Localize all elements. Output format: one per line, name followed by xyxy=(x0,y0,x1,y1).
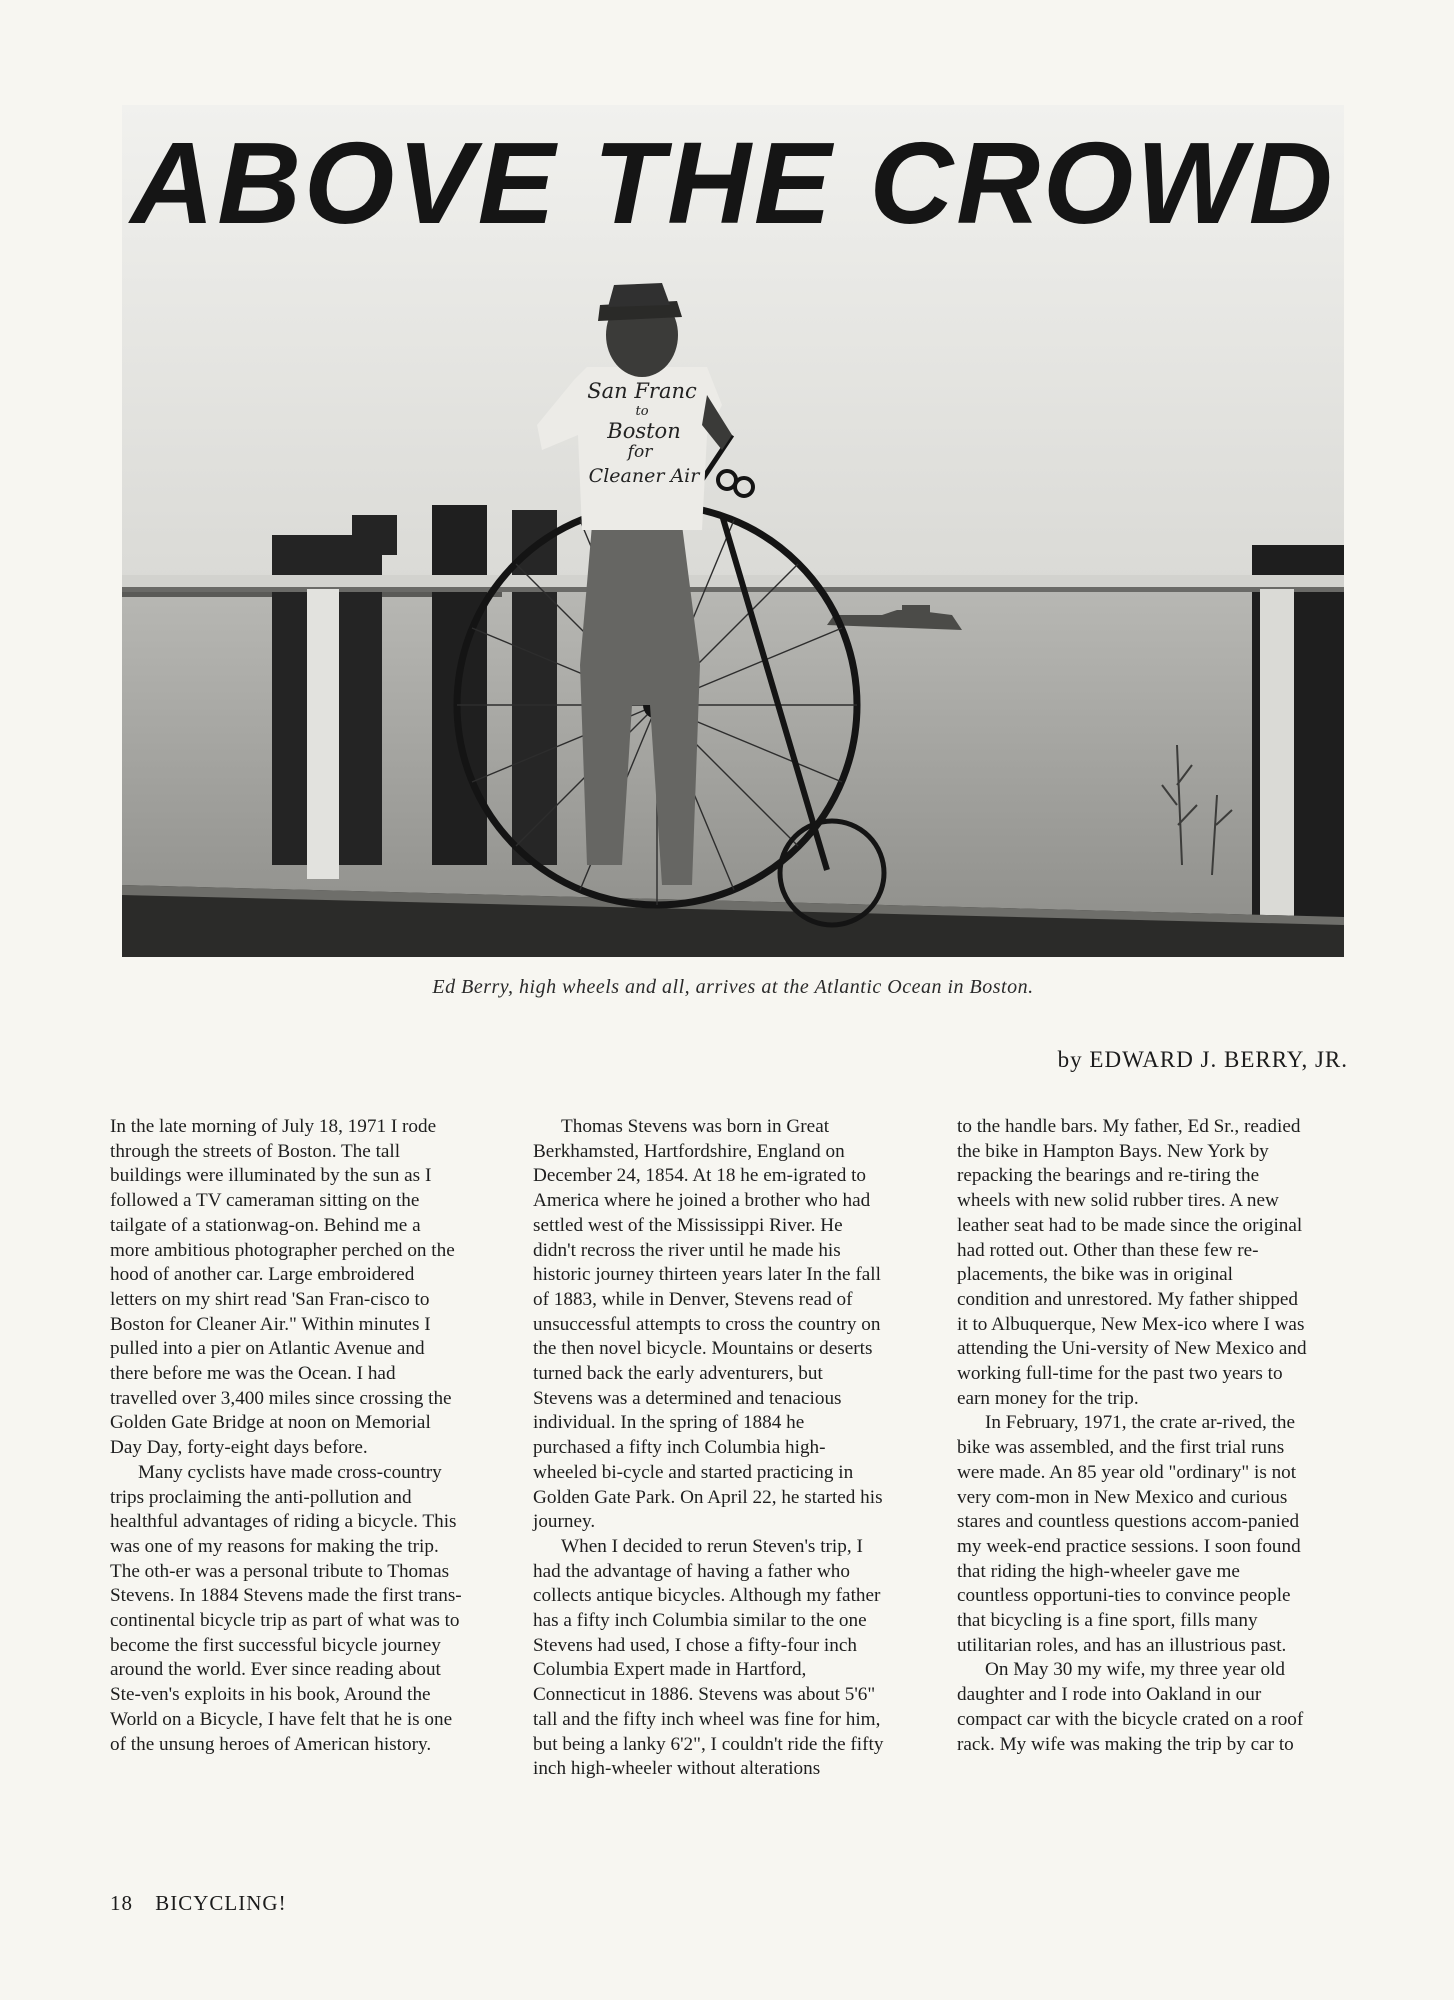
shirt-line-3: Boston xyxy=(607,419,681,443)
paragraph: When I decided to rerun Steven's trip, I had the advantage of having a father who collects antique bicycles. Although my father has a fifty inch Columbia similar to the one Stevens had used, I chose a fifty-four inch Columbia Expert made in Hartford, Connecticut in 1886. Stevens was about 5'6" tall and the fifty inch wheel was fine for him, but being a lanky 6'2", I couldn't ride the fifty inch high-wheeler without alterations xyxy=(533,1535,884,1780)
headline: ABOVE THE CROWD xyxy=(130,118,1336,248)
photo-caption: Ed Berry, high wheels and all, arrives at the Atlantic Ocean in Boston. xyxy=(432,976,1034,998)
page-number: 18 xyxy=(110,1891,133,1915)
column-2 xyxy=(533,1115,885,1782)
paragraph: On May 30 my wife, my three year old daughter and I rode into Oakland in our compact car with the bicycle crated on a roof rack. My wife was making the trip by car to xyxy=(957,1659,1304,1755)
shirt-line-5: Cleaner Air xyxy=(588,465,700,487)
byline: by EDWARD J. BERRY, JR. xyxy=(1057,1047,1348,1072)
paragraph: to the handle bars. My father, Ed Sr., readied the bike in Hampton Bays. New York by repacking the bearings and re-tiring the wheels with new solid rubber tires. A new leather seat had to be made since the original had rotted out. Other than these few re-placements, the bike was in original condition and unrestored. My father shipped it to Albuquerque, New Mex-ico where I was attending the Uni-versity of New Mexico and working full-time for the past two years to earn money for the trip. xyxy=(957,1116,1307,1409)
shirt-line-1: San Franc xyxy=(587,379,697,403)
paragraph: In February, 1971, the crate ar-rived, the bike was assembled, and the first trial runs were made. An 85 year old "ordinary" is not very com-mon in New Mexico and curious stares and countless questions accom-panied my week-end practice sessions. I soon found that riding the high-wheeler gave me countless opportuni-ties to convince people that bicycling is a fine sport, fills many utilitarian roles, and has an illustrious past. xyxy=(957,1412,1301,1656)
paragraph: In the late morning of July 18, 1971 I rode through the streets of Boston. The tall buildings were illuminated by the sun as I followed a TV cameraman sitting on the tailgate of a stationwag-on. Behind me a more ambitious photographer perched on the hood of another car. Large embroidered letters on my shirt read 'San Fran-cisco to Boston for Cleaner Air." Within minutes I pulled into a pier on Atlantic Avenue and there before me was the Ocean. I had travelled over 3,400 miles since crossing the Golden Gate Bridge at noon on Memorial Day Day, forty-eight days before. xyxy=(110,1116,455,1459)
paragraph: Thomas Stevens was born in Great Berkhamsted, Hartfordshire, England on December 24, 1854. At 18 he em-igrated to America where he joined a brother who had settled west of the Mississippi River. He didn't recross the river until he made his historic journey thirteen years later In the fall of 1883, while in Denver, Stevens read of unsuccessful attempts to cross the country on the then novel bicycle. Mountains or deserts turned back the early adventurers, but Stevens was a determined and tenacious individual. In the spring of 1884 he purchased a fifty inch Columbia high-wheeled bi-cycle and started practicing in Golden Gate Park. On April 22, he started his journey. xyxy=(533,1116,883,1533)
column-3 xyxy=(957,1115,1309,1757)
column-1 xyxy=(110,1115,462,1757)
paragraph: Many cyclists have made cross-country trips proclaiming the anti-pollution and healthful advantages of riding a bicycle. This was one of my reasons for making the trip. The oth-er was a personal tribute to Thomas Stevens. In 1884 Stevens made the first trans-continental bicycle trip as part of what was to become the first successful bicycle journey around the world. Ever since reading about Ste-ven's exploits in his book, Around the World on a Bicycle, I have felt that he is one of the unsung heroes of American history. xyxy=(110,1461,462,1755)
article-photo xyxy=(122,105,1344,957)
page-footer xyxy=(110,1891,287,1916)
magazine-name: BICYCLING! xyxy=(155,1891,287,1915)
shirt-line-2: to xyxy=(635,404,649,419)
shirt-line-4: for xyxy=(627,442,653,462)
